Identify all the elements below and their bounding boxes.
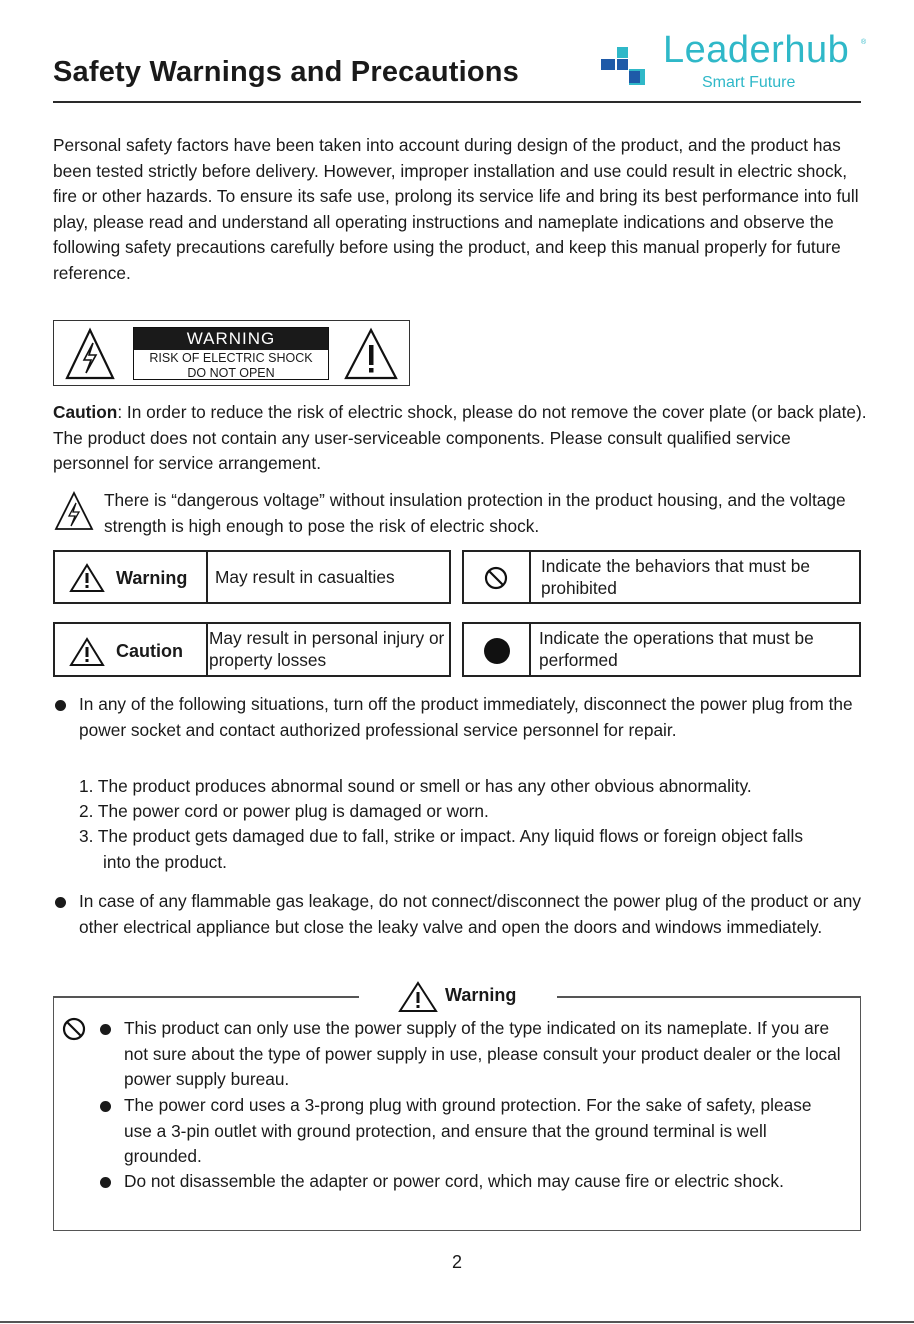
- header-rule: [53, 101, 861, 103]
- bullet-icon: [100, 1177, 111, 1188]
- situations-intro: In any of the following situations, turn off the product immediately, disconnect the power plug from the power socket and contact authorized professional service personnel for repair.: [79, 694, 853, 740]
- gas-leak-note: In case of any flammable gas leakage, do not connect/disconnect the power plug of the product or any other electrical appliance but close the leaky valve and open the doors and windows immediately.: [79, 891, 861, 937]
- warning-item-3: Do not disassemble the adapter or power cord, which may cause fire or electric shock.: [124, 1171, 784, 1191]
- bullet-icon: [55, 700, 66, 711]
- prohibited-icon: [484, 566, 508, 590]
- warning-label-line2: DO NOT OPEN: [187, 366, 275, 380]
- warning-section-title: Warning: [445, 985, 517, 1005]
- logo-mark-icon: [601, 47, 651, 91]
- page-bottom-rule: [0, 1321, 914, 1323]
- warning-item-2: The power cord uses a 3-prong plug with ground protection. For the sake of safety, please use a 3-pin outlet with ground protection, and ensure that the ground terminal is well grounded.: [124, 1095, 812, 1166]
- legend-prohibited: [462, 550, 861, 604]
- legend-warning-head: Warning: [116, 568, 188, 588]
- caution-triangle-icon: [69, 637, 105, 667]
- legend-mandatory-desc: Indicate the operations that must be performed: [539, 628, 814, 670]
- intro-paragraph: Personal safety factors have been taken into account during design of the product, and the product has been tested strictly before delivery. However, improper installation and use could result in electric shock, fire or other hazards. To ensure its safe use, prolong its service life and bring its best performance into full play, please read and understand all operating instructions and nameplate indications and observe the following safety precautions carefully before using the product, and keep this manual properly for future reference.: [53, 135, 859, 283]
- brand-tagline: Smart Future: [702, 74, 796, 91]
- mandatory-dot-icon: [483, 637, 511, 665]
- page-number: 2: [451, 1252, 462, 1272]
- legend-divider: [529, 624, 531, 675]
- situation-item-1: 1. The product produces abnormal sound or smell or has any other obvious abnormality.: [79, 776, 752, 796]
- legend-caution-head: Caution: [116, 641, 183, 661]
- caution-label: Caution: [53, 402, 118, 422]
- situation-item-3: [79, 824, 824, 875]
- electric-shock-warning-label: [53, 320, 410, 386]
- high-voltage-triangle-icon: [64, 327, 116, 381]
- warning-label-line1: RISK OF ELECTRIC SHOCK: [149, 351, 313, 365]
- page-title: Safety Warnings and Precautions: [53, 56, 520, 88]
- legend-caution-desc: May result in personal injury or property losses: [209, 628, 445, 670]
- warning-label-heading: WARNING: [134, 328, 328, 350]
- bullet-icon: [55, 897, 66, 908]
- caution-paragraph: [53, 400, 868, 477]
- legend-warning: [53, 550, 451, 604]
- brand-logo: [601, 29, 871, 95]
- legend-divider: [206, 624, 208, 675]
- prohibited-icon: [62, 1017, 86, 1041]
- legend-mandatory: [462, 622, 861, 677]
- situation-item-2: 2. The power cord or power plug is damaged or worn.: [79, 801, 489, 821]
- legend-warning-desc: May result in casualties: [215, 567, 395, 587]
- brand-registered-mark: ®: [861, 39, 867, 46]
- legend-caution: [53, 622, 451, 677]
- bullet-icon: [100, 1101, 111, 1112]
- warning-triangle-icon: [69, 563, 105, 593]
- warning-item-1: This product can only use the power supply of the type indicated on its nameplate. If you are not sure about the type of power supply in use, please consult your product dealer or the local power supply bureau.: [124, 1018, 841, 1089]
- situation-item-3-text: 3. The product gets damaged due to fall, strike or impact. Any liquid flows or foreign object falls into the product.: [79, 826, 803, 872]
- bullet-icon: [100, 1024, 111, 1035]
- dangerous-voltage-note: There is “dangerous voltage” without insulation protection in the product housing, and the voltage strength is high enough to pose the risk of electric shock.: [104, 490, 846, 536]
- caution-text: : In order to reduce the risk of electric shock, please do not remove the cover plate (or back plate). The product does not contain any user-serviceable components. Please consult qualified service personnel for service arrangement.: [53, 402, 867, 473]
- warning-label-center: [133, 327, 329, 380]
- legend-prohibited-desc: Indicate the behaviors that must be prohibited: [541, 556, 810, 598]
- brand-name: Leaderhub: [663, 29, 850, 71]
- legend-divider: [206, 552, 208, 602]
- high-voltage-triangle-icon: [53, 490, 95, 532]
- exclamation-triangle-icon: [343, 327, 399, 381]
- legend-divider: [529, 552, 531, 602]
